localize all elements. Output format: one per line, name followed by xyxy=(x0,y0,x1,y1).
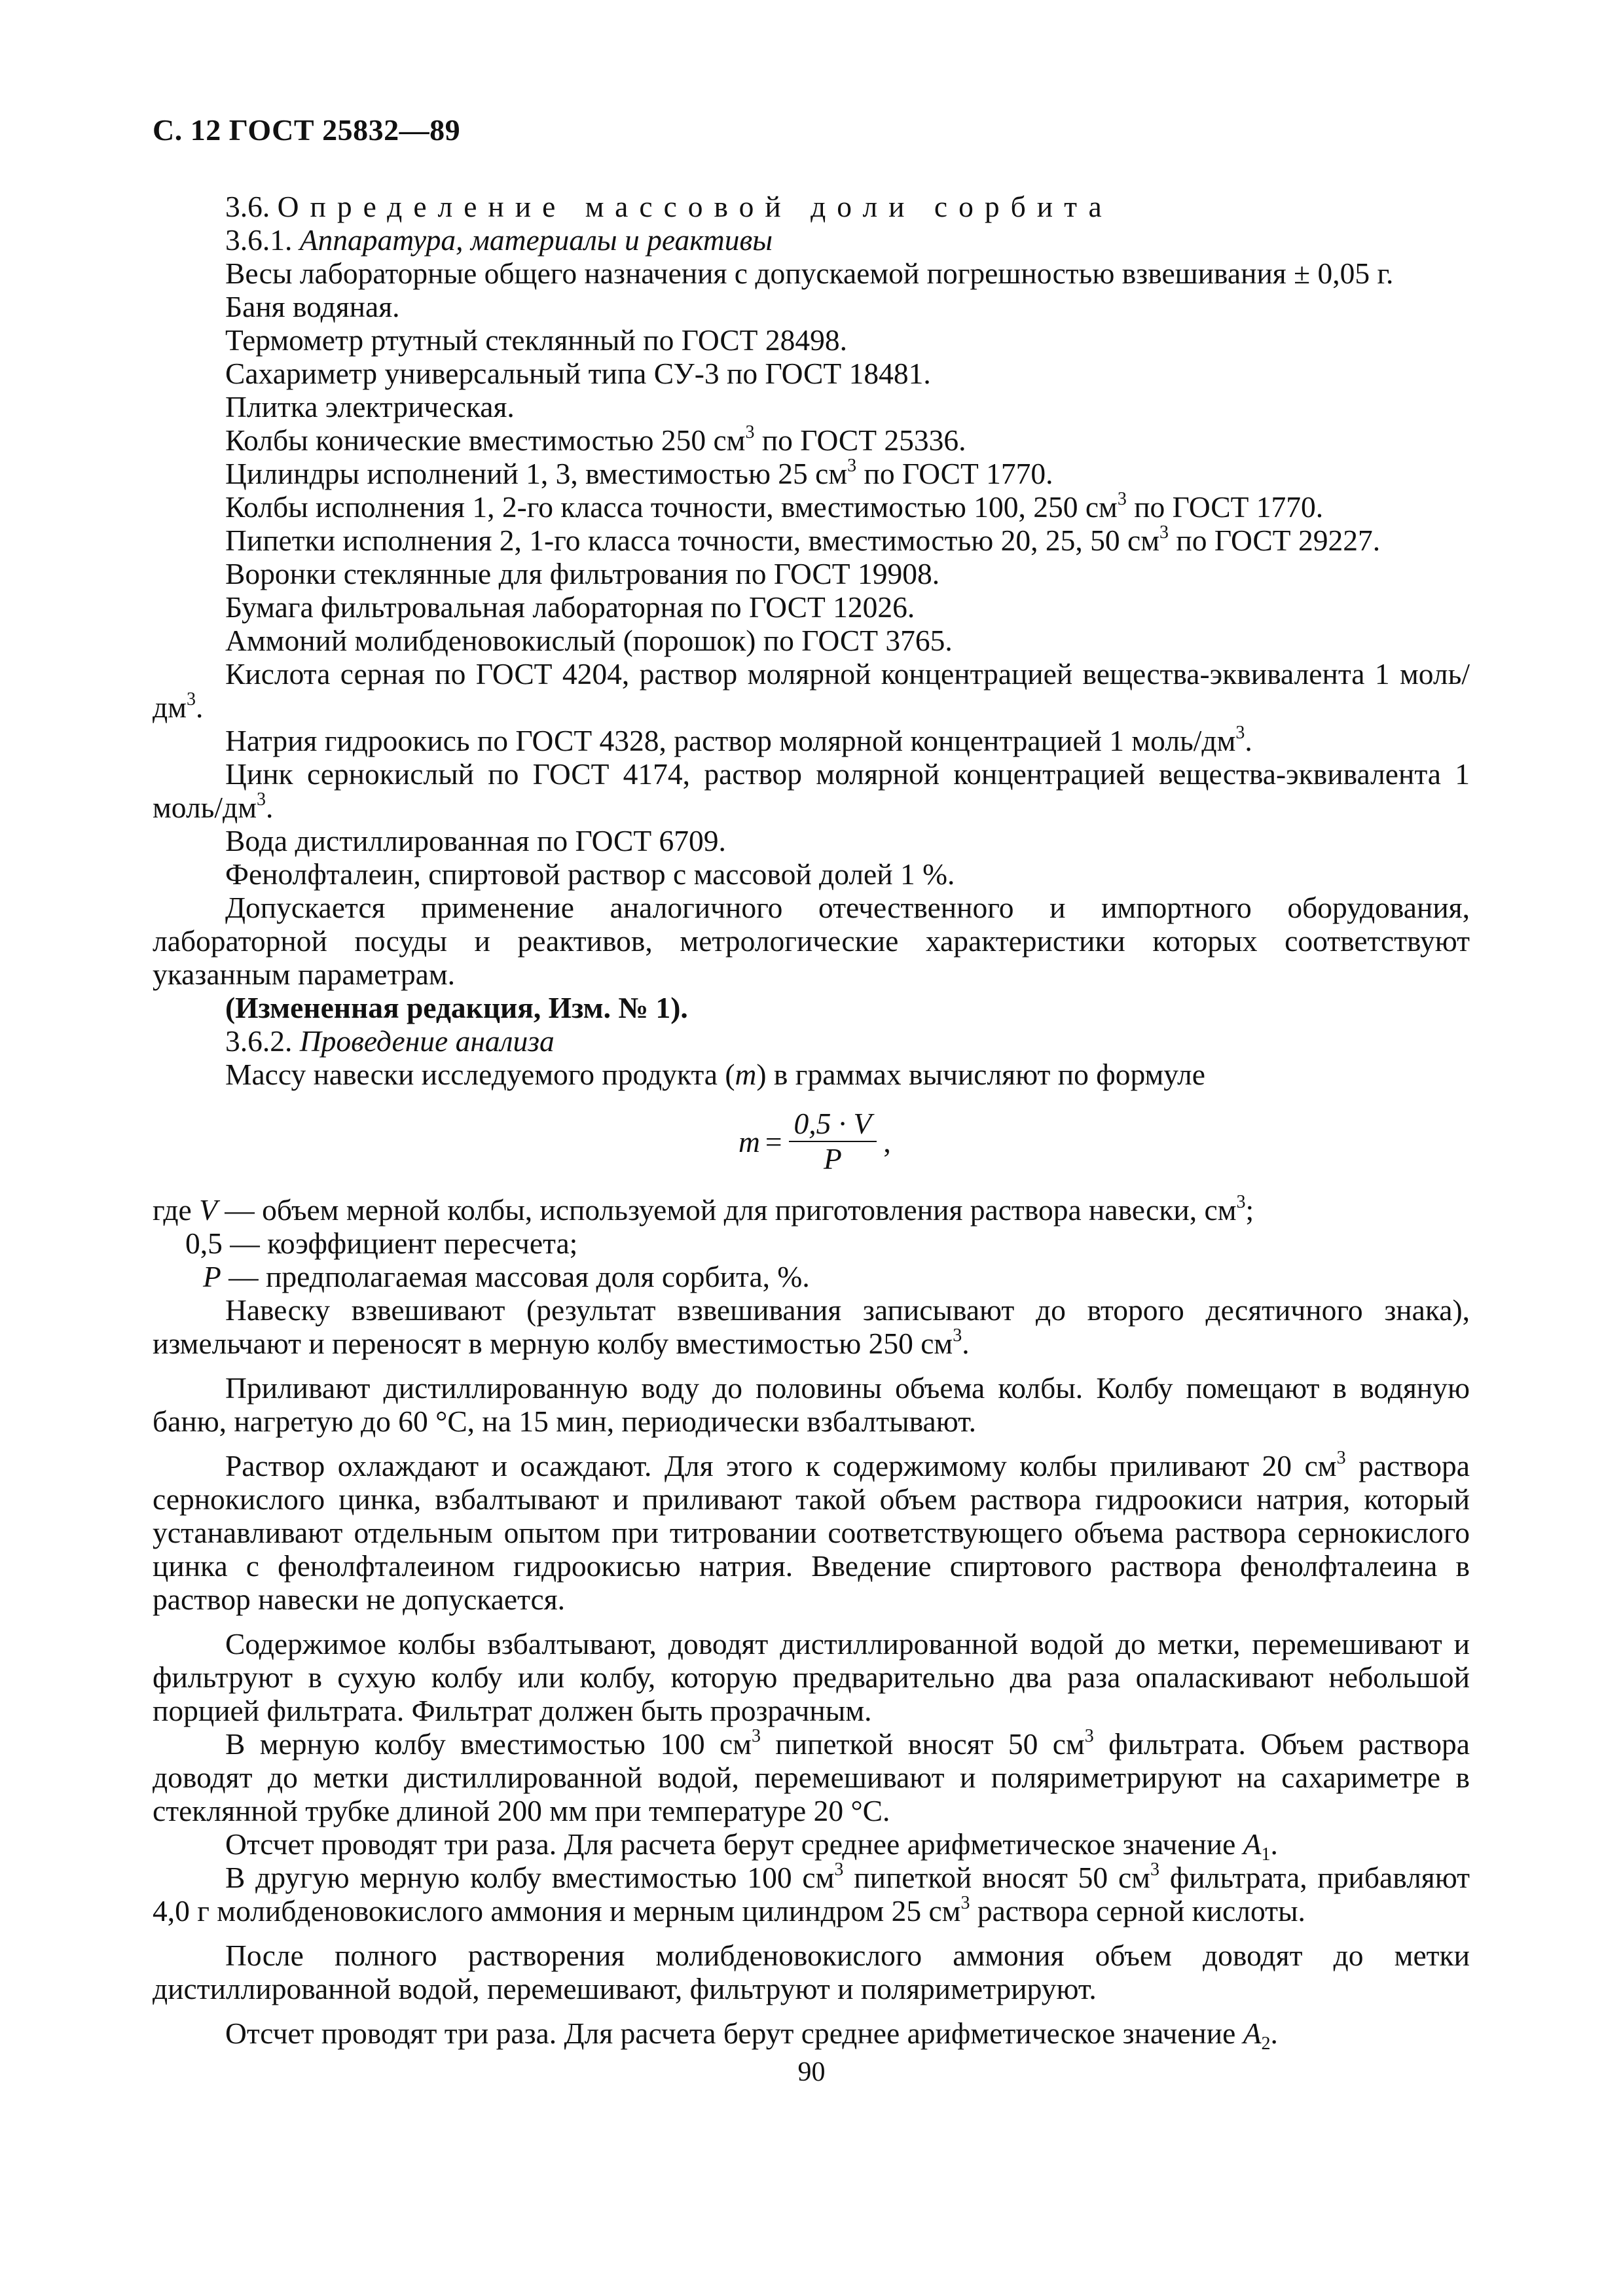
formula-legend-coef: 0,5 — коэффициент пересчета; xyxy=(185,1227,578,1260)
equipment-item: Сахариметр универсальный типа СУ-3 по ГОСТ 18481. xyxy=(225,357,931,390)
section-number: 3.6.1. xyxy=(225,223,293,257)
mass-formula xyxy=(153,1103,1470,1180)
equipment-item: Весы лабораторные общего назначения с допускаемой погрешностью взвешивания ± 0,05 г. xyxy=(225,257,1394,290)
section-3-6-1-heading xyxy=(153,223,1470,257)
formula-comma: , xyxy=(883,1124,891,1158)
formula-intro: Массу навески исследуемого продукта (m) в граммах вычисляют по формуле xyxy=(225,1058,1205,1091)
equipment-item: Цилиндры исполнений 1, 3, вместимостью 25 $см^3$ по ГОСТ 1770. xyxy=(225,456,1053,490)
equipment-item: Цинк сернокислый по ГОСТ 4174, раствор молярной концентрацией вещества-эквивалента 1 моль/$дм^3$. xyxy=(153,757,1470,824)
equipment-item: Натрия гидроокись по ГОСТ 4328, раствор молярной концентрацией 1 моль/$дм^3$. xyxy=(225,723,1252,757)
formula-denominator: P xyxy=(824,1142,842,1175)
section-title: Проведение анализа xyxy=(299,1024,555,1058)
analysis-paragraph: Навеску взвешивают (результат взвешивания записывают до второго десятичного знака), измельчают и переносят в мерную колбу вместимостью 250 $см^3$. xyxy=(153,1293,1470,1360)
equipment-item: Кислота серная по ГОСТ 4204, раствор молярной концентрацией вещества-эквивалента 1 моль/$дм^3$. xyxy=(153,657,1470,724)
analysis-paragraph: Отсчет проводят три раза. Для расчета берут среднее арифметическое значение $A_1$. xyxy=(225,1827,1278,1865)
page-number: 90 xyxy=(797,2057,826,2087)
formula-equals: = xyxy=(765,1124,782,1158)
equipment-item: Плитка электрическая. xyxy=(225,390,515,423)
equipment-item: Воронки стеклянные для фильтрования по ГОСТ 19908. xyxy=(225,557,940,590)
equipment-note: Допускается применение аналогичного отечественного и импортного оборудования, лабораторной посуды и реактивов, метрологические характеристики которых соответствуют указанным параметрам. xyxy=(153,891,1470,991)
page-header: С. 12 ГОСТ 25832—89 xyxy=(153,113,461,147)
analysis-paragraph: Отсчет проводят три раза. Для расчета берут среднее арифметическое значение $A_2$. xyxy=(225,2017,1278,2054)
analysis-paragraph: Содержимое колбы взбалтывают, доводят дистиллированной водой до метки, перемешивают и фильтруют в сухую колбу или колбу, которую предварительно два раза опаласкивают небольшой порцией фильтрата. Фильтрат должен быть прозрачным. xyxy=(153,1627,1470,1727)
equipment-item: Фенолфталеин, спиртовой раствор с массовой долей 1 %. xyxy=(225,857,955,891)
formula-fraction xyxy=(789,1109,877,1174)
equipment-item: Термометр ртутный стеклянный по ГОСТ 28498. xyxy=(225,323,847,357)
formula-lhs: m xyxy=(739,1124,760,1158)
equipment-item: Бумага фильтровальная лабораторная по ГОСТ 12026. xyxy=(225,590,915,624)
section-title: Аппаратура, материалы и реактивы xyxy=(299,223,773,257)
section-number: 3.6. xyxy=(225,190,270,223)
revision-note: (Измененная редакция, Изм. № 1). xyxy=(225,991,688,1024)
formula-legend-v: где V — объем мерной колбы, используемой для приготовления раствора навески, $см^3$; xyxy=(153,1192,1254,1227)
equipment-item: Пипетки исполнения 2, 1-го класса точности, вместимостью 20, 25, 50 $см^3$ по ГОСТ 29227. xyxy=(225,522,1381,557)
analysis-paragraph: В другую мерную колбу вместимостью 100 $см^3$ пипеткой вносят 50 $см^3$ фильтрата, прибавляют 4,0 г молибденовокислого аммония и мерным цилиндром 25 $см^3$ раствора серной кислоты. xyxy=(153,1859,1470,1928)
formula-legend-p: P — предполагаемая массовая доля сорбита, %. xyxy=(203,1260,810,1293)
section-3-6-2-heading xyxy=(153,1024,1470,1058)
section-title: Определение массовой доли сорбита xyxy=(277,190,1113,223)
equipment-item: Колбы исполнения 1, 2-го класса точности, вместимостью 100, 250 $см^3$ по ГОСТ 1770. xyxy=(225,489,1324,524)
equipment-item: Вода дистиллированная по ГОСТ 6709. xyxy=(225,824,726,857)
document-body xyxy=(153,190,1470,2054)
analysis-paragraph: Приливают дистиллированную воду до половины объема колбы. Колбу помещают в водяную баню, нагретую до 60 °С, на 15 мин, периодически взбалтывают. xyxy=(153,1371,1470,1438)
section-3-6-heading xyxy=(153,190,1470,223)
formula-numerator: 0,5 · V xyxy=(789,1109,877,1142)
analysis-paragraph: Раствор охлаждают и осаждают. Для этого к содержимому колбы приливают 20 $см^3$ раствора сернокислого цинка, взбалтывают и приливают такой объем раствора гидроокиси натрия, который устанавливают отдельным опытом при титровании соответствующего объема раствора сернокислого цинка с фенолфталеином гидроокисью натрия. Введение спиртового раствора фенолфталеина в раствор навески не допускается. xyxy=(153,1448,1470,1616)
analysis-paragraph: В мерную колбу вместимостью 100 $см^3$ пипеткой вносят 50 $см^3$ фильтрата. Объем раствора доводят до метки дистиллированной водой, перемешивают и поляриметрируют на сахариметре в стеклянной трубке длиной 200 мм при температуре 20 °С. xyxy=(153,1726,1470,1827)
section-number: 3.6.2. xyxy=(225,1024,293,1058)
equipment-item: Колбы конические вместимостью 250 $см^3$ по ГОСТ 25336. xyxy=(225,422,966,457)
analysis-paragraph: После полного растворения молибденовокислого аммония объем доводят до метки дистиллированной водой, перемешивают, фильтруют и поляриметрируют. xyxy=(153,1939,1470,2005)
equipment-item: Баня водяная. xyxy=(225,290,400,323)
equipment-item: Аммоний молибденовокислый (порошок) по ГОСТ 3765. xyxy=(225,624,953,657)
